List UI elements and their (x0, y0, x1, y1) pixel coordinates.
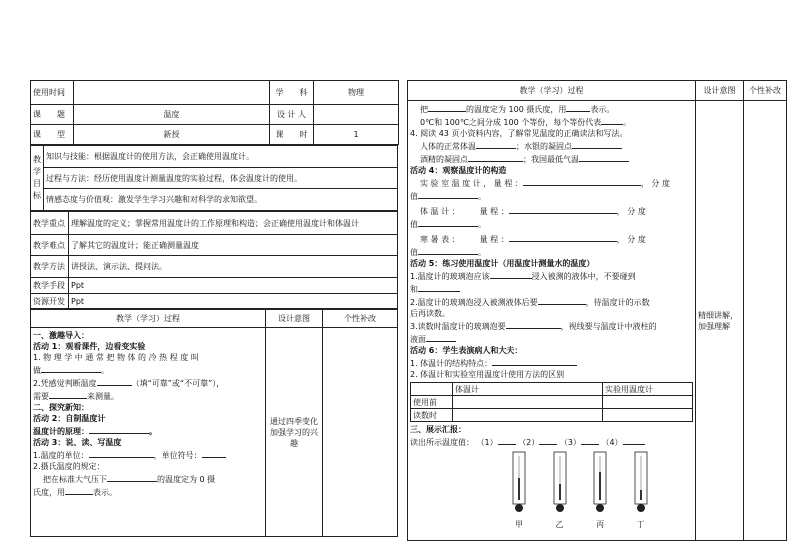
resources-text: Ppt (69, 294, 398, 309)
comparison-table (410, 382, 693, 422)
question-text: 读出所示温度值： (410, 438, 474, 447)
thermometer-icon (510, 450, 528, 516)
period-value: 1 (314, 125, 399, 145)
blank[interactable] (566, 102, 590, 112)
question-text: 把 (420, 105, 428, 114)
cmp-col-lab: 实验用温度计 (603, 383, 693, 396)
question-text: ，单位符号： (153, 451, 202, 460)
activity-2: 活动 2：自制温度计 (33, 414, 106, 423)
designer-label: 设 计 人 (270, 105, 314, 125)
thermometer-icon (551, 450, 569, 516)
question-text: 和 (410, 285, 418, 294)
blank[interactable] (506, 319, 561, 329)
blank[interactable] (107, 472, 157, 482)
question-text: 酒精的凝固点 (420, 155, 468, 164)
type-label: 课 型 (31, 125, 74, 145)
use-time-value[interactable] (74, 81, 270, 105)
blank[interactable] (468, 152, 523, 162)
section-intro: 一、激趣导入： (33, 331, 89, 340)
question-text: 值 (410, 248, 418, 257)
question-1a: 1. 物 理 学 中 通 常 把 物 体 的 冷 热 程 度 叫 (33, 353, 199, 362)
question-text: 。 (623, 118, 632, 127)
notes-header: 个性补改 (323, 310, 398, 328)
goals-table (30, 145, 398, 211)
cmp-row-before: 使用前 (411, 396, 453, 409)
cmp-cell[interactable] (603, 396, 693, 409)
thermometer-label: 丙 (596, 520, 605, 529)
goals-label (31, 146, 44, 211)
blank[interactable] (539, 435, 557, 445)
question-text: ， 分 度 (616, 207, 646, 216)
celsius-rule-1 (33, 472, 263, 485)
question-text: 量 程 ： (479, 207, 509, 216)
question-text: 把在标准大气压下 (43, 475, 107, 484)
blank[interactable] (41, 363, 101, 373)
process-content-left (31, 328, 266, 537)
teaching-table (30, 211, 398, 309)
lab-thermometer-value: 值 。 (410, 189, 693, 202)
blank[interactable] (476, 139, 516, 149)
question-text: 表示。 (93, 488, 117, 497)
question-text: 做 (33, 366, 41, 375)
blank[interactable] (65, 485, 93, 495)
blank[interactable] (581, 435, 599, 445)
section-report: 三、展示汇报： (410, 425, 466, 434)
tools-label: 教学手段 (31, 278, 69, 294)
usage-question-1 (410, 269, 693, 282)
blank[interactable] (498, 435, 516, 445)
left-page (30, 80, 398, 537)
division-rule (410, 115, 693, 128)
blank[interactable] (418, 217, 478, 227)
difficulty-label: 教学难点 (31, 235, 69, 256)
subject-label: 学 科 (270, 81, 314, 105)
blank[interactable] (202, 448, 226, 458)
question-text: 氏度，用 (33, 488, 65, 497)
cmp-corner (411, 383, 453, 396)
question-text: ， 分 度 (616, 235, 646, 244)
goals-label-char: 标 (33, 191, 41, 200)
question-text: （填“可靠”或“不可靠”）， (131, 379, 225, 388)
question-text: 1.温度的单位： (33, 451, 89, 460)
question-text: 温度计的原理： (33, 427, 89, 436)
thermometer-bing (591, 450, 609, 530)
question-text: 实 验 室 温 度 计 ， 量 程 ： (420, 179, 523, 188)
intent-header: 设计意图 (266, 310, 323, 328)
usage-question-3 (410, 319, 693, 332)
notes-left[interactable] (323, 328, 398, 537)
cmp-row-reading: 读数时 (411, 409, 453, 422)
usage-question-3b (410, 332, 693, 345)
question-text: 值 (410, 192, 418, 201)
question-number: （2） (518, 438, 540, 447)
activity-3: 活动 3：说、读、写温度 (33, 438, 122, 447)
process-header: 教学（学习）过程 (31, 310, 266, 328)
goals-label-char: 教 (33, 155, 41, 164)
resources-label: 资源开发 (31, 294, 69, 309)
activity-1: 活动 1：观看课件，边看变实验 (33, 342, 146, 351)
blank[interactable] (49, 389, 87, 399)
difficulty-text: 了解其它的温度计；能正确测量温度 (69, 235, 398, 256)
difference-question: 2. 体温计和实验室用温度计使用方法的区别 (410, 370, 565, 379)
question-text: 的温度定为 0 摄 (157, 475, 216, 484)
lesson-info-table (30, 80, 399, 145)
topic-value: 温度 (74, 105, 270, 125)
question-text: 表示。 (590, 105, 615, 114)
question-text: ， 分 度 (640, 179, 670, 188)
process-table (30, 309, 398, 537)
usage-question-2 (410, 295, 693, 308)
design-intent-right: 精细讲解，加强理解 (696, 101, 744, 541)
question-text: 1.温度计的玻璃泡应该 (410, 272, 490, 281)
designer-value[interactable] (314, 105, 399, 125)
principle-question: 温度计的原理： 。 (33, 424, 263, 437)
blank[interactable] (89, 448, 154, 458)
thermometer-label: 丁 (636, 520, 645, 529)
thermometer-ding (632, 450, 650, 530)
blank[interactable] (538, 295, 586, 305)
blank[interactable] (492, 356, 577, 366)
tools-text: Ppt (69, 278, 398, 294)
celsius-rule-2 (33, 485, 263, 498)
blank[interactable] (572, 139, 622, 149)
blank[interactable] (509, 232, 617, 242)
key-point-label: 教学重点 (31, 212, 69, 235)
structure-question (410, 356, 693, 369)
body-thermometer-value: 值 。 (410, 217, 693, 230)
blank[interactable] (97, 376, 132, 386)
thermometer-jia (510, 450, 528, 530)
boiling-point-rule (410, 102, 693, 115)
activity-5: 活动 5：练习使用温度计（用温度计测量水的温度） (410, 259, 595, 268)
cmp-cell[interactable] (453, 396, 603, 409)
question-2 (33, 376, 263, 389)
question-text: 人体的正常体温 (420, 142, 476, 151)
blank[interactable] (623, 435, 645, 445)
question-text: ；我国最低气温 (523, 155, 579, 164)
usage-question-1b (410, 282, 693, 295)
question-number: （1） (476, 438, 498, 447)
reading-task: 4. 阅读 43 页小资料内容，了解常见温度的正确读法和写法。 (410, 129, 628, 138)
blank[interactable] (490, 269, 532, 279)
question-text: ，待温度计的示数 (585, 298, 650, 307)
body-thermometer (410, 204, 693, 217)
blank[interactable] (426, 332, 456, 342)
question-text: 3.读数时温度计的玻璃泡要 (410, 322, 506, 331)
question-text: 2.凭感觉判断温度 (33, 379, 97, 388)
right-process-header: 教学（学习）过程 (408, 81, 696, 101)
question-text: 2.温度计的玻璃泡浸入被测液体后要 (410, 298, 538, 307)
temperature-row-2 (410, 152, 693, 165)
key-point-text: 理解温度的定义；掌握常用温度计的工作原理和构造；会正确使用温度计和体温计 (69, 212, 398, 235)
thermometer-label: 甲 (515, 520, 523, 529)
celsius-rule: 2.摄氏温度的规定： (33, 462, 105, 471)
question-text: 体 温 计 ： (420, 207, 456, 216)
question-1b: 做 。 (33, 363, 263, 376)
goals-label-char: 目 (33, 179, 41, 188)
thermometer-label: 乙 (555, 520, 564, 529)
blank[interactable] (523, 176, 641, 186)
design-intent-left: 通过四季变化加强学习的兴趣 (266, 328, 323, 537)
blank[interactable] (418, 245, 478, 255)
cmp-cell[interactable] (603, 409, 693, 422)
thermometer-yi (551, 450, 569, 530)
method-label: 教学方法 (31, 256, 69, 278)
blank[interactable] (601, 115, 623, 125)
right-intent-header: 设计意图 (696, 81, 744, 101)
question-text: 需要 (33, 392, 49, 401)
read-values-question (410, 435, 693, 448)
goals-label-char: 学 (33, 167, 41, 176)
unit-question (33, 448, 263, 461)
thermometer-figure (410, 450, 693, 530)
question-text: 值 (410, 220, 418, 229)
blank[interactable] (89, 424, 149, 434)
blank[interactable] (509, 204, 617, 214)
question-text: 1. 体温计的结构特点： (410, 359, 493, 368)
question-text: 0℃和 100℃之间分成 100 个等份，每个等份代表 (420, 118, 602, 127)
right-page (407, 80, 787, 541)
period-label: 课 时 (270, 125, 314, 145)
blank[interactable] (579, 152, 629, 162)
lab-thermometer (410, 176, 693, 189)
method-text: 讲授法、演示法、提问法。 (69, 256, 398, 278)
usage-question-2b: 后再读数。 (410, 309, 450, 318)
question-text: ；水银的凝固点 (516, 142, 572, 151)
goal-knowledge: 知识与技能：根据温度计的使用方法，会正确使用温度计。 (44, 146, 398, 168)
question-number: （3） (559, 438, 581, 447)
question-text: 的温度定为 100 摄氏度，用 (466, 105, 567, 114)
use-time-label: 使用时间 (31, 81, 74, 105)
blank[interactable] (418, 189, 478, 199)
topic-label: 课 题 (31, 105, 74, 125)
temperature-row-1 (410, 139, 693, 152)
type-value: 新授 (74, 125, 270, 145)
right-process-table (407, 80, 787, 541)
right-notes-header: 个性补改 (744, 81, 787, 101)
cmp-col-body: 体温计 (453, 383, 603, 396)
thermometer-icon (632, 450, 650, 516)
blank[interactable] (418, 282, 460, 292)
blank[interactable] (428, 102, 466, 112)
question-3 (33, 389, 263, 402)
question-text: 浸入被测的液体中，不要碰到 (531, 272, 636, 281)
subject-value: 物理 (314, 81, 399, 105)
section-explore: 二、探究新知： (33, 403, 89, 412)
question-text: 量 程 ： (479, 235, 509, 244)
goal-process: 过程与方法：经历使用温度计测量温度的实验过程，体会温度计的使用。 (44, 168, 398, 189)
process-content-right (408, 101, 696, 541)
cold-thermometer-value: 值 。 (410, 245, 693, 258)
question-text: 寒 暑 表 ： (420, 235, 456, 244)
question-number: （4） (601, 438, 623, 447)
activity-6: 活动 6：学生表演病人和大夫： (410, 346, 523, 355)
question-text: 来测量。 (87, 392, 119, 401)
question-text: ，视线要与温度计中液柱的 (560, 322, 657, 331)
cold-thermometer (410, 232, 693, 245)
thermometer-icon (591, 450, 609, 516)
activity-4: 活动 4：观察温度计的构造 (410, 166, 507, 175)
question-text: 液面 (410, 335, 426, 344)
cmp-cell[interactable] (453, 409, 603, 422)
goal-attitude: 情感态度与价值观：激发学生学习兴趣和对科学的求知欲望。 (44, 189, 398, 211)
notes-right[interactable] (744, 101, 787, 541)
